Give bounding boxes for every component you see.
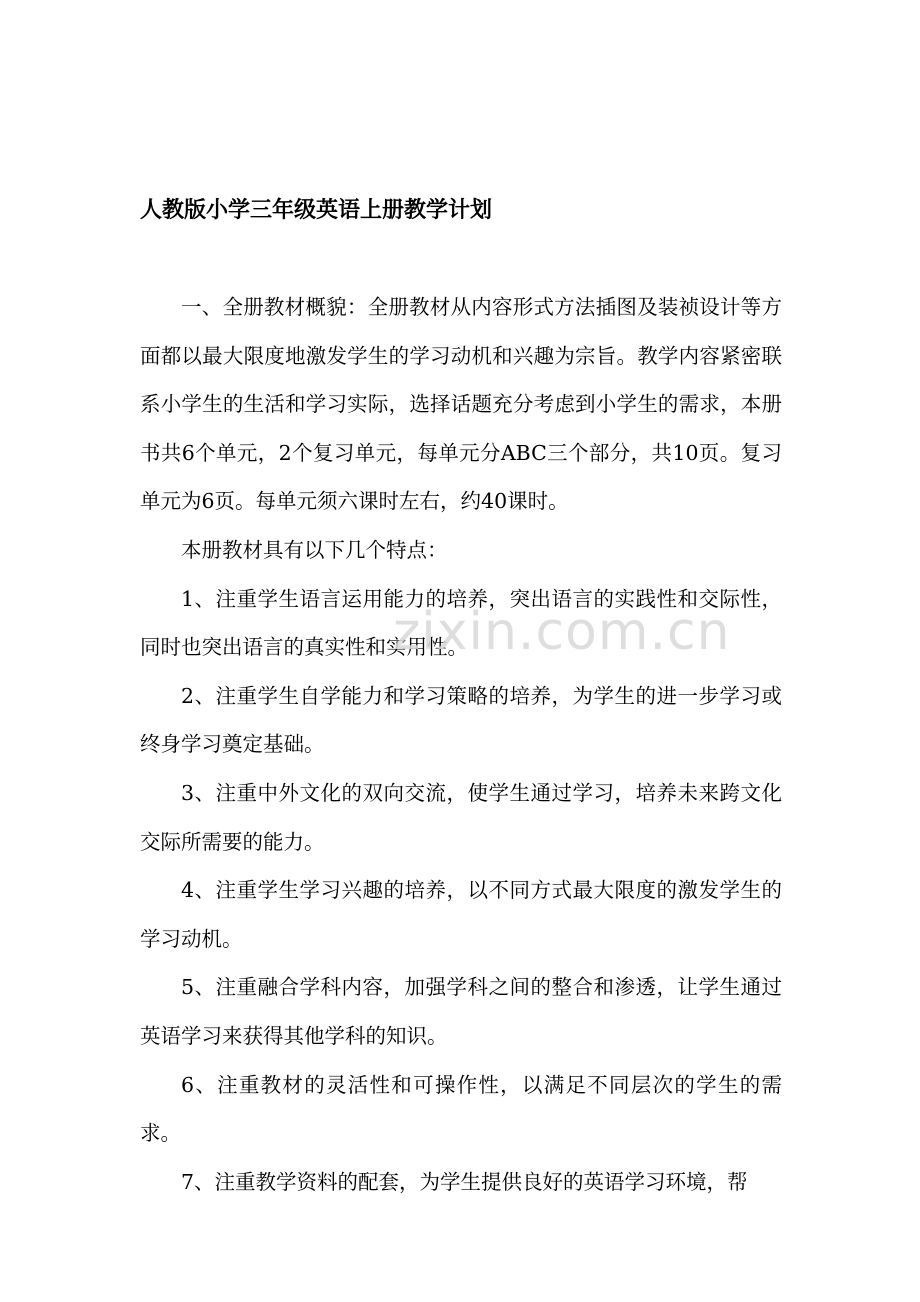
paragraph-feature-1: 1、注重学生语言运用能力的培养，突出语言的实践性和交际性，同时也突出语言的真实性和实用性。 — [140, 586, 782, 660]
paragraph-features-intro: 本册教材具有以下几个特点： — [181, 537, 448, 562]
document-title: 人教版小学三年级英语上册教学计划 — [140, 198, 493, 223]
paragraph-feature-5: 5、注重融合学科内容，加强学科之间的整合和渗透，让学生通过英语学习来获得其他学科的知识。 — [140, 975, 782, 1048]
paragraph-feature-7: 7、注重教学资料的配套，为学生提供良好的英语学习环境，帮 — [181, 1169, 748, 1194]
paragraph-feature-3: 3、注重中外文化的双向交流，使学生通过学习，培养未来跨文化交际所需要的能力。 — [140, 780, 782, 854]
paragraph-overview: 一、全册教材概貌：全册教材从内容形式方法插图及装祯设计等方面都以最大限度地激发学生的学习动机和兴趣为宗旨。教学内容紧密联系小学生的生活和学习实际，选择话题充分考虑到小学生的需求，本册书共6个单元，2个复习单元，每单元分ABC三个部分，共10页。复习单元为6页。每单元须六课时左右，约40课时。 — [140, 295, 782, 514]
document-body — [140, 283, 782, 1206]
paragraph-feature-6: 6、注重教材的灵活性和可操作性，以满足不同层次的学生的需求。 — [140, 1072, 782, 1146]
paragraph-feature-4: 4、注重学生学习兴趣的培养，以不同方式最大限度的激发学生的学习动机。 — [140, 878, 782, 951]
paragraph-feature-2: 2、注重学生自学能力和学习策略的培养，为学生的进一步学习或终身学习奠定基础。 — [140, 683, 782, 757]
watermark: zixin.com.cn — [393, 602, 731, 662]
